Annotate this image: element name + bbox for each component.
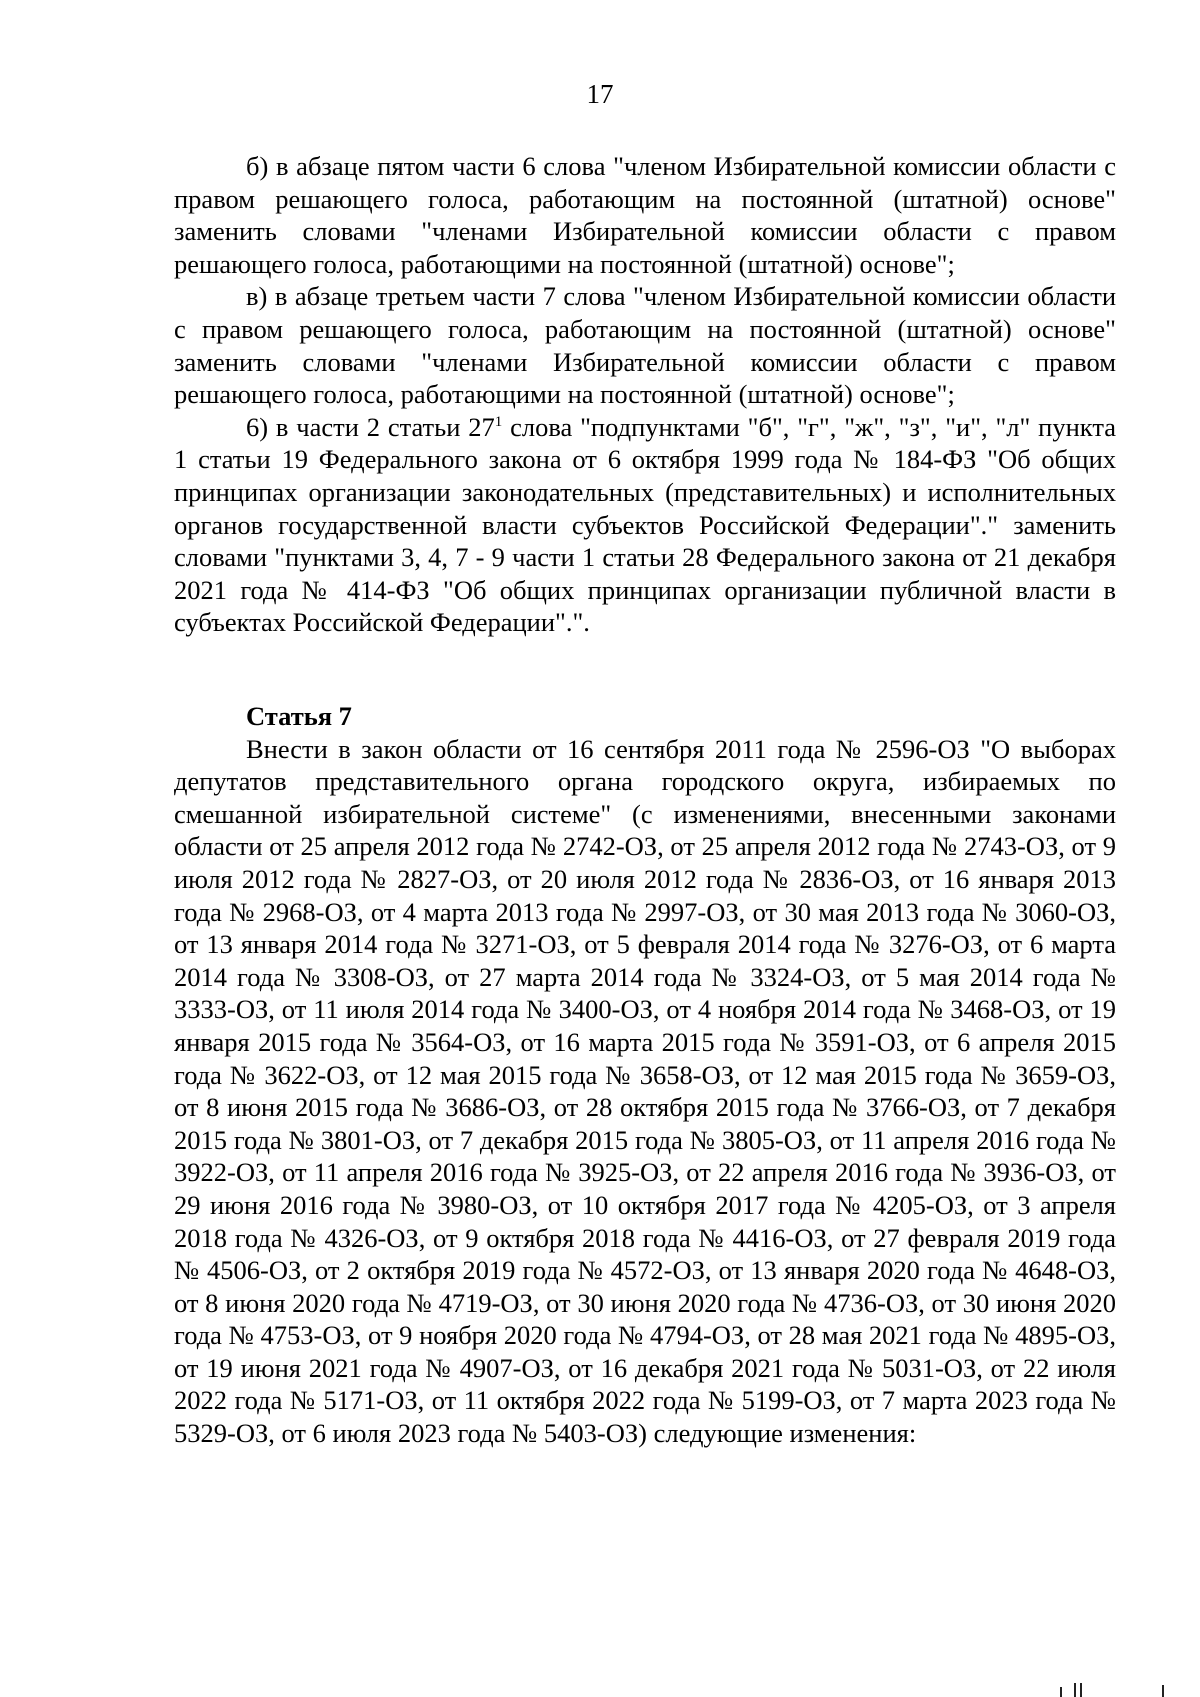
paragraph-item-6 bbox=[174, 411, 1116, 639]
article-text: Внести в закон области от 16 сентября 2011 года № 2596-ОЗ "О выборах депутатов представительного органа городского округа, избираемых по смешанной избирательной системе" (с изменениями, внесенными законами области от 25 апреля 2012 года № 2742-ОЗ, от 25 апреля 2012 года № 2743-ОЗ, от 9 июля 2012 года № 2827-ОЗ, от 20 июля 2012 года № 2836-ОЗ, от 16 января 2013 года № 2968-ОЗ, от 4 марта 2013 года № 2997-ОЗ, от 30 мая 2013 года № 3060-ОЗ, от 13 января 2014 года № 3271-ОЗ, от 5 февраля 2014 года № 3276-ОЗ, от 6 марта 2014 года № 3308-ОЗ, от 27 марта 2014 года № 3324-ОЗ, от 5 мая 2014 года № 3333-ОЗ, от 11 июля 2014 года № 3400-ОЗ, от 4 ноября 2014 года № 3468-ОЗ, от 19 января 2015 года № 3564-ОЗ, от 16 марта 2015 года № 3591-ОЗ, от 6 апреля 2015 года № 3622-ОЗ, от 12 мая 2015 года № 3658-ОЗ, от 12 мая 2015 года № 3659-ОЗ, от 8 июня 2015 года № 3686-ОЗ, от 28 октября 2015 года № 3766-ОЗ, от 7 декабря 2015 года № 3801-ОЗ, от 7 декабря 2015 года № 3805-ОЗ, от 11 апреля 2016 года № 3922-ОЗ, от 11 апреля 2016 года № 3925-ОЗ, от 22 апреля 2016 года № 3936-ОЗ, от 29 июня 2016 года № 3980-ОЗ, от 10 октября 2017 года № 4205-ОЗ, от 3 апреля 2018 года № 4326-ОЗ, от 9 октября 2018 года № 4416-ОЗ, от 27 февраля 2019 года № 4506-ОЗ, от 2 октября 2019 года № 4572-ОЗ, от 13 января 2020 года № 4648-ОЗ, от 8 июня 2020 года № 4719-ОЗ, от 30 июня 2020 года № 4736-ОЗ, от 30 июня 2020 года № 4753-ОЗ, от 9 ноября 2020 года № 4794-ОЗ, от 28 мая 2021 года № 4895-ОЗ, от 19 июня 2021 года № 4907-ОЗ, от 16 декабря 2021 года № 5031-ОЗ, от 22 июля 2022 года № 5171-ОЗ, от 11 октября 2022 года № 5199-ОЗ, от 7 марта 2023 года № 5329-ОЗ, от 6 июля 2023 года № 5403-ОЗ) следующие изменения: bbox=[174, 733, 1116, 1449]
paragraph-item-b: б) в абзаце пятом части 6 слова "членом Избирательной комиссии области с правом решающего голоса, работающим на постоянной (штатной) основе" заменить словами "членами Избирательной комиссии области с правом решающего голоса, работающими на постоянной (штатной) основе"; bbox=[174, 151, 1116, 279]
article-section bbox=[174, 700, 1116, 1450]
scan-mark bbox=[1080, 1683, 1082, 1697]
article-heading: Статья 7 bbox=[246, 701, 352, 731]
paragraph-item-v: в) в абзаце третьем части 7 слова "членом Избирательной комиссии области с правом решающего голоса, работающим на постоянной (штатной) основе" заменить словами "членами Избирательной комиссии области с правом решающего голоса, работающими на постоянной (штатной) основе"; bbox=[174, 281, 1116, 410]
item6-prefix: 6) в части 2 статьи 27 bbox=[246, 411, 495, 442]
item6-suffix: слова "подпунктами "б", "г", "ж", "з", "и", "л" пункта 1 статьи 19 Федерального закона от 6 октября 1999 года № 184-ФЗ "Об общих принципах организации законодательных (представительных) и исполнительных органов государственной власти субъектов Российской Федерации"." заменить словами "пунктами 3, 4, 7 - 9 части 1 статьи 28 Федерального закона от 21 декабря 2021 года № 414-ФЗ "Об общих принципах организации публичной власти в субъектах Российской Федерации".". bbox=[174, 411, 1116, 638]
amendments-section bbox=[174, 150, 1116, 639]
scan-mark bbox=[1162, 1685, 1164, 1697]
superscript-marker: 1 bbox=[494, 413, 503, 430]
scan-mark bbox=[1074, 1683, 1076, 1697]
scan-mark bbox=[1060, 1687, 1062, 1697]
page-number: 17 bbox=[586, 79, 614, 109]
scan-edge-marks bbox=[1040, 1680, 1180, 1697]
